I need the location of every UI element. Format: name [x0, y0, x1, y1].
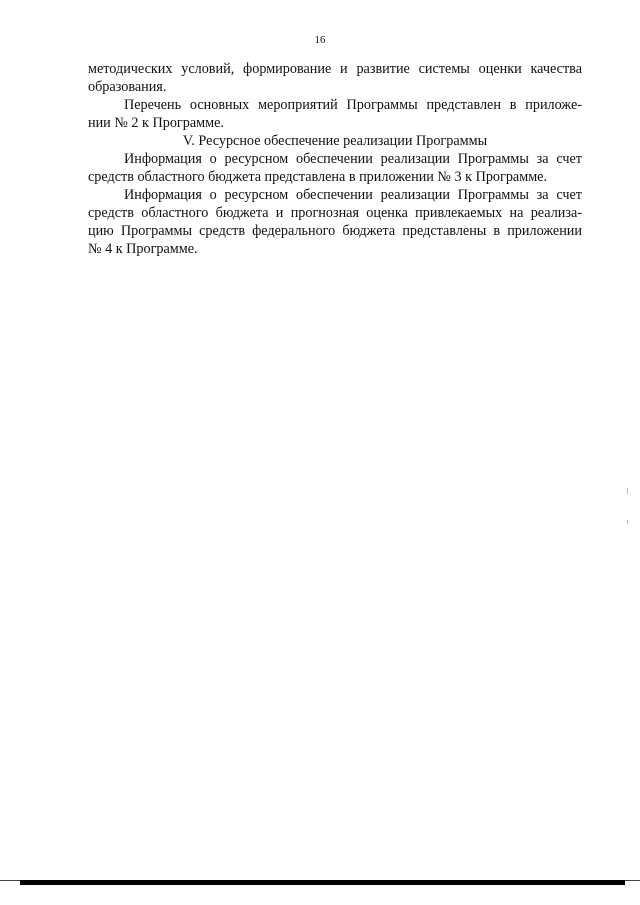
section-heading: V. Ресурсное обеспечение реализации Программы [182, 133, 488, 149]
page-number: 16 [314, 34, 326, 46]
paragraph-line: Перечень основных мероприятий Программы представлен в приложе- [124, 97, 582, 113]
scan-artifact [627, 488, 628, 494]
scan-bottom-border [20, 880, 625, 885]
paragraph-line: средств областного бюджета и прогнозная оценка привлекаемых на реализа- [88, 205, 582, 221]
scan-artifact [627, 520, 628, 524]
paragraph-continuation [88, 60, 582, 96]
paragraph-programme-events [88, 96, 582, 132]
paragraph-line: методических условий, формирование и развитие системы оценки качества [88, 61, 582, 77]
paragraph-federal-budget [88, 186, 582, 258]
paragraph-line: образования. [88, 79, 167, 95]
paragraph-line: нии № 2 к Программе. [88, 115, 224, 131]
paragraph-line: средств областного бюджета представлена в приложении № 3 к Программе. [88, 169, 548, 185]
paragraph-line: Информация о ресурсном обеспечении реализации Программы за счет [124, 187, 582, 203]
paragraph-line: Информация о ресурсном обеспечении реализации Программы за счет [124, 151, 582, 167]
document-body [88, 60, 582, 258]
paragraph-line: цию Программы средств федерального бюджета представлены в приложении [88, 223, 582, 239]
paragraph-regional-budget [88, 150, 582, 186]
paragraph-line: № 4 к Программе. [88, 241, 198, 257]
